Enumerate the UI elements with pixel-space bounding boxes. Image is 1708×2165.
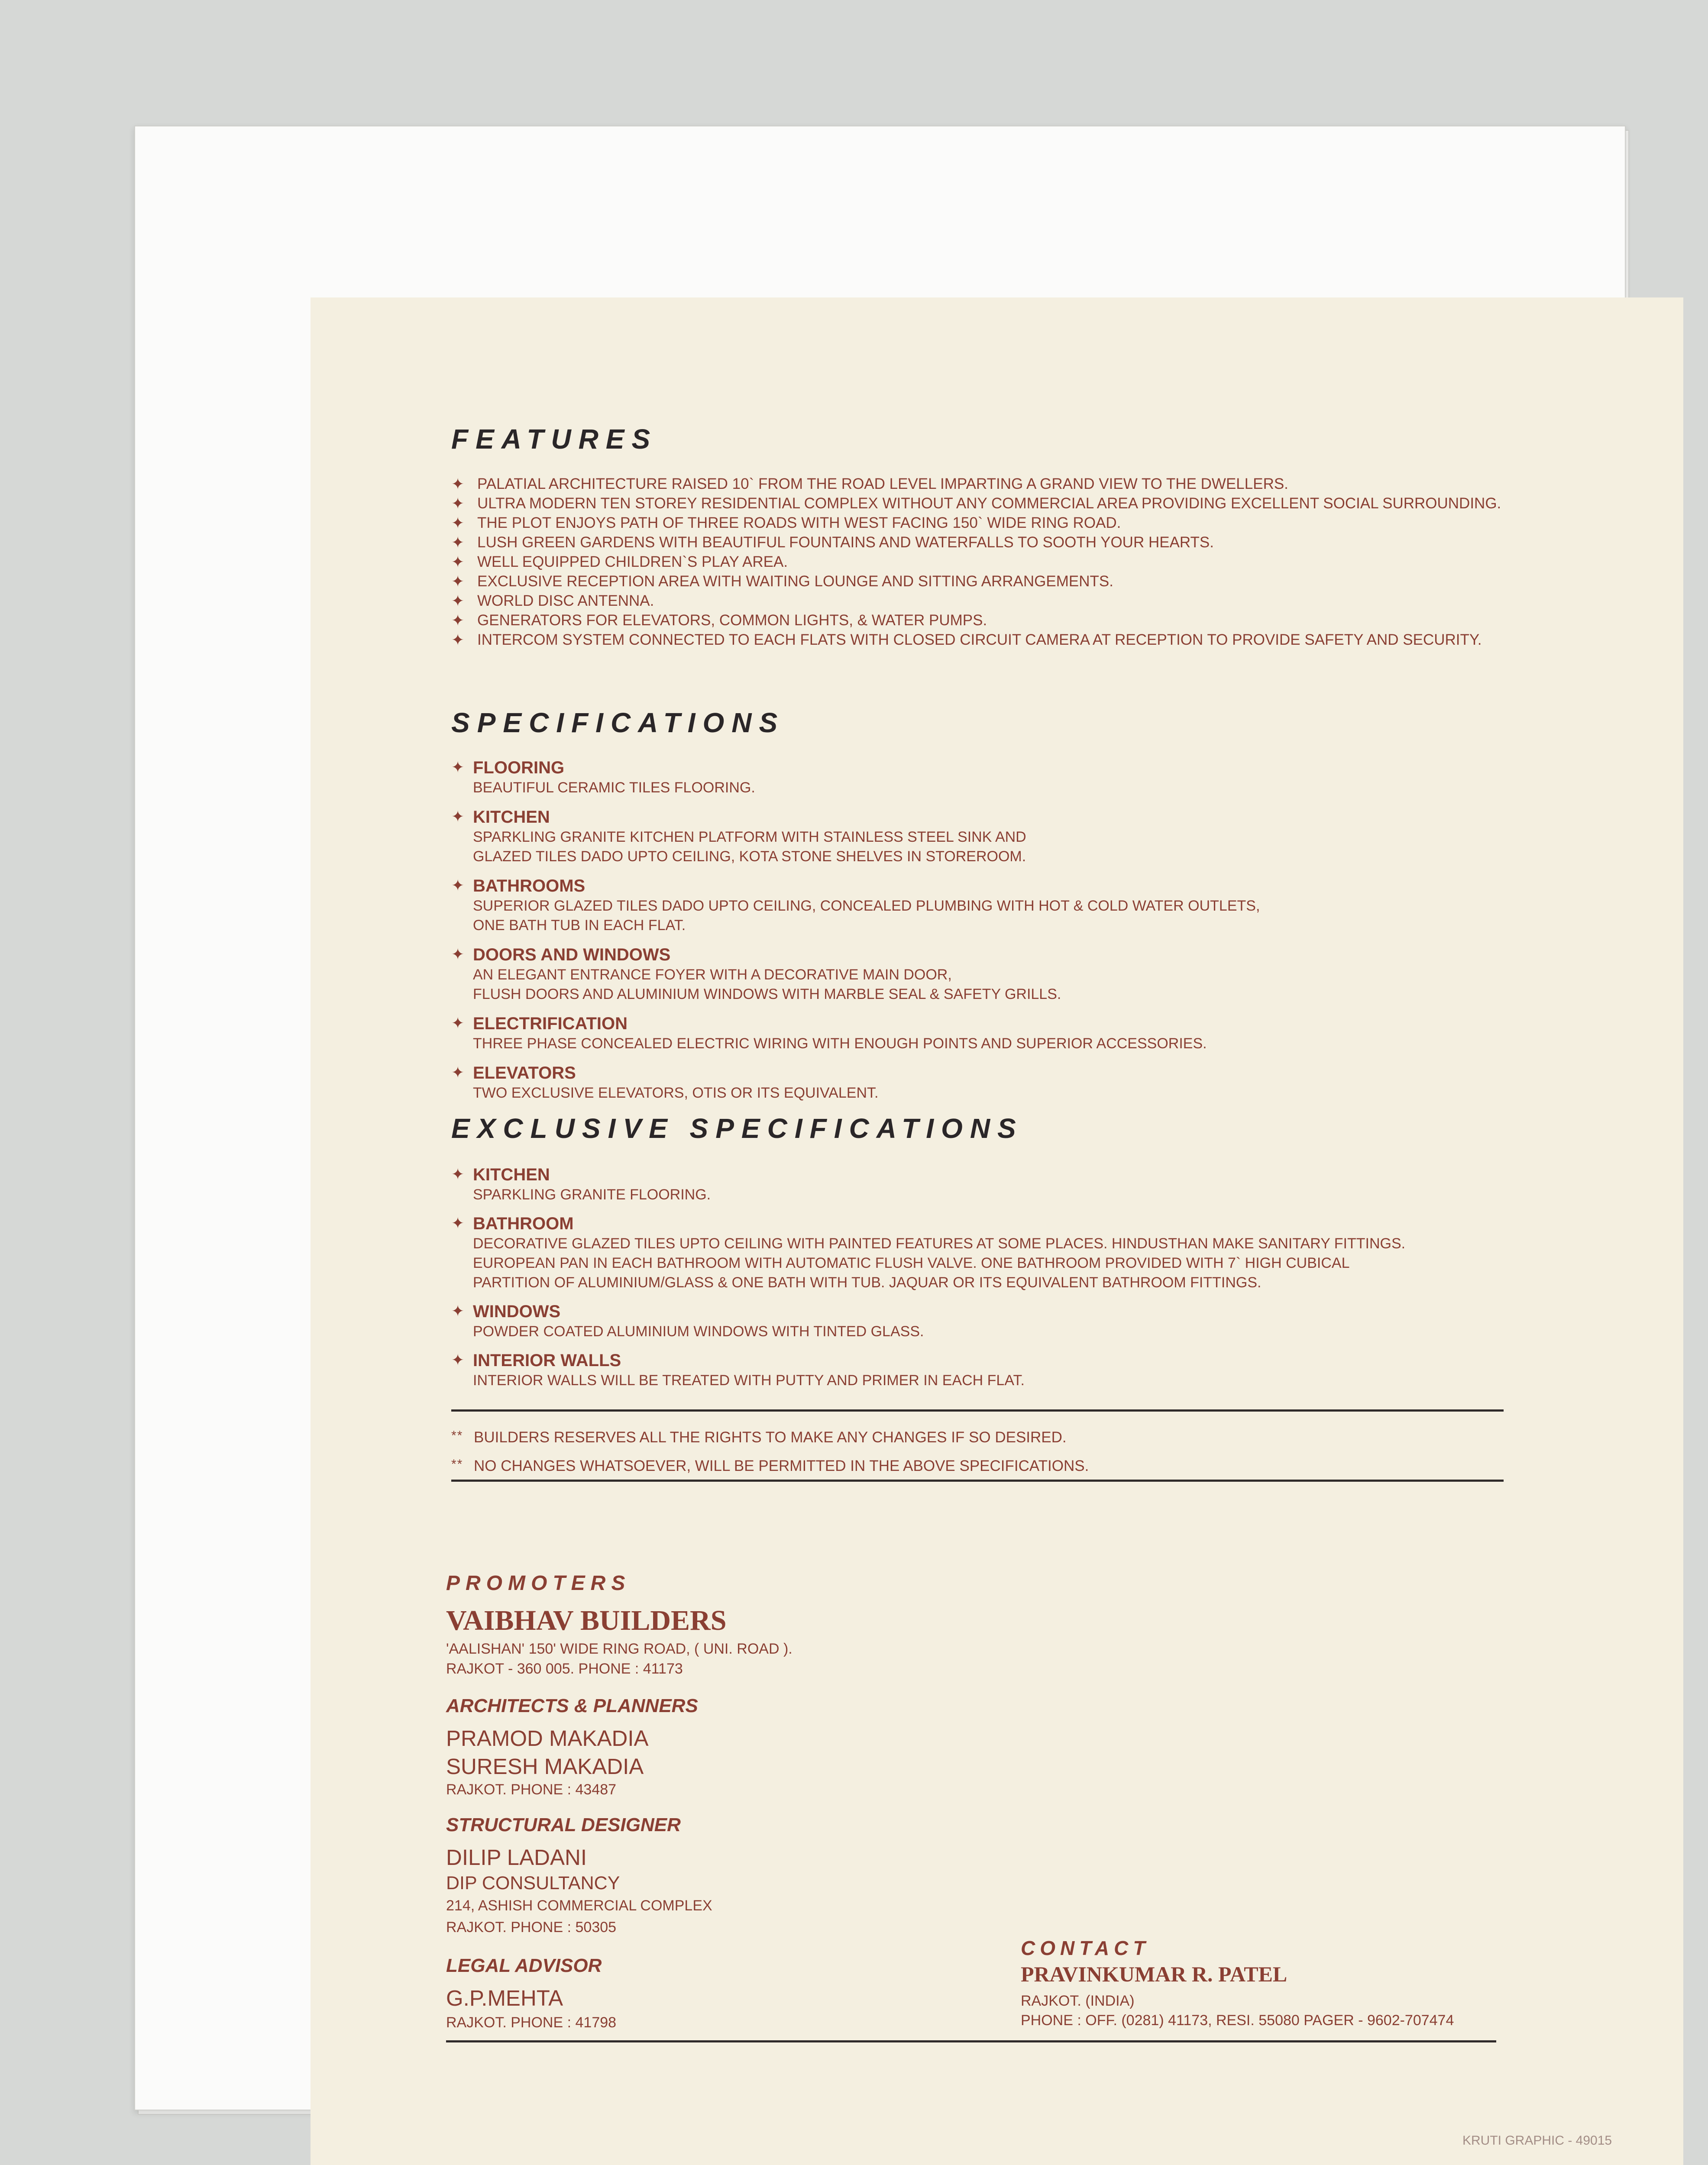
spec-title: KITCHEN — [473, 808, 550, 827]
contact-label: CONTACT — [1021, 1937, 1150, 1959]
contact-name: PRAVINKUMAR R. PATEL — [1021, 1962, 1287, 1986]
star-bullet-icon: ✦ — [451, 592, 465, 610]
legal-name: G.P.MEHTA — [446, 1986, 563, 2010]
feature-item — [451, 494, 1534, 513]
architect-name-2: SURESH MAKADIA — [446, 1754, 644, 1779]
spec-title: WINDOWS — [473, 1302, 561, 1321]
feature-text: PALATIAL ARCHITECTURE RAISED 10` FROM THE ROAD LEVEL IMPARTING A GRAND VIEW TO THE DWELLERS. — [477, 475, 1288, 492]
feature-text: WORLD DISC ANTENNA. — [477, 592, 654, 609]
notes-list — [451, 1428, 1447, 1485]
note-text: BUILDERS RESERVES ALL THE RIGHTS TO MAKE ANY CHANGES IF SO DESIRED. — [474, 1429, 1067, 1446]
specifications-heading: SPECIFICATIONS — [451, 707, 785, 738]
spec-description: AN ELEGANT ENTRANCE FOYER WITH A DECORATIVE MAIN DOOR, FLUSH DOORS AND ALUMINIUM WINDOWS WITH MARBLE SEAL & SAFETY GRILLS. — [473, 966, 1061, 1002]
feature-item — [451, 611, 1534, 630]
star-bullet-icon: ✦ — [451, 758, 465, 776]
exclusive-specifications-list — [451, 1164, 1664, 1399]
spec-item — [451, 876, 1664, 935]
feature-item — [451, 552, 1534, 572]
feature-text: EXCLUSIVE RECEPTION AREA WITH WAITING LOUNGE AND SITTING ARRANGEMENTS. — [477, 573, 1113, 590]
divider-footer — [446, 2040, 1496, 2042]
spec-description: DECORATIVE GLAZED TILES UPTO CEILING WITH PAINTED FEATURES AT SOME PLACES. HINDUSTHAN MAKE SANITARY FITTINGS. EUROPEAN PAN IN EACH BATHROOM WITH AUTOMATIC FLUSH VALVE. ONE BATHROOM PROVIDED WITH 7` HIGH CUBICAL PARTITION OF ALUMINIUM/GLASS & ONE BATH WITH TUB. JAQUAR OR ITS EQUIVALENT BATHROOM FITTINGS. — [473, 1235, 1406, 1291]
spec-description: SPARKLING GRANITE KITCHEN PLATFORM WITH STAINLESS STEEL SINK AND GLAZED TILES DADO UPTO CEILING, KOTA STONE SHELVES IN STOREROOM. — [473, 829, 1026, 865]
features-list — [451, 474, 1534, 650]
star-bullet-icon: ✦ — [451, 876, 465, 894]
page-content — [311, 297, 1683, 2165]
feature-text: INTERCOM SYSTEM CONNECTED TO EACH FLATS WITH CLOSED CIRCUIT CAMERA AT RECEPTION TO PROVIDE SAFETY AND SECURITY. — [477, 631, 1482, 648]
spec-title: FLOORING — [473, 758, 565, 777]
feature-text: GENERATORS FOR ELEVATORS, COMMON LIGHTS, & WATER PUMPS. — [477, 612, 987, 629]
feature-item — [451, 533, 1534, 552]
note-item — [451, 1428, 1447, 1447]
note-marker: ** — [451, 1457, 463, 1471]
legal-label: LEGAL ADVISOR — [446, 1955, 602, 1976]
promoters-phone: RAJKOT - 360 005. PHONE : 41173 — [446, 1661, 683, 1677]
star-bullet-icon: ✦ — [451, 1351, 465, 1369]
feature-text: THE PLOT ENJOYS PATH OF THREE ROADS WITH WEST FACING 150` WIDE RING ROAD. — [477, 514, 1121, 531]
spec-description: INTERIOR WALLS WILL BE TREATED WITH PUTTY AND PRIMER IN EACH FLAT. — [473, 1372, 1025, 1389]
star-bullet-icon: ✦ — [451, 1214, 465, 1232]
spec-item — [451, 944, 1664, 1004]
star-bullet-icon: ✦ — [451, 1165, 465, 1183]
spec-title: ELECTRIFICATION — [473, 1014, 628, 1033]
exclusive-specifications-heading: EXCLUSIVE SPECIFICATIONS — [451, 1113, 1023, 1144]
spec-description: THREE PHASE CONCEALED ELECTRIC WIRING WITH ENOUGH POINTS AND SUPERIOR ACCESSORIES. — [473, 1035, 1207, 1052]
structural-phone: RAJKOT. PHONE : 50305 — [446, 1919, 617, 1936]
structural-address: 214, ASHISH COMMERCIAL COMPLEX — [446, 1897, 712, 1914]
spec-item — [451, 757, 1664, 798]
spec-title: KITCHEN — [473, 1165, 550, 1184]
divider-top — [451, 1409, 1504, 1412]
promoters-label: PROMOTERS — [446, 1572, 631, 1595]
specifications-list — [451, 757, 1664, 1112]
note-item — [451, 1456, 1447, 1476]
cream-panel — [311, 297, 1683, 2165]
contact-phone: PHONE : OFF. (0281) 41173, RESI. 55080 PAGER - 9602-707474 — [1021, 2012, 1454, 2029]
legal-phone: RAJKOT. PHONE : 41798 — [446, 2014, 617, 2031]
star-bullet-icon: ✦ — [451, 494, 465, 512]
star-bullet-icon: ✦ — [451, 533, 465, 551]
star-bullet-icon: ✦ — [451, 572, 465, 590]
feature-text: LUSH GREEN GARDENS WITH BEAUTIFUL FOUNTAINS AND WATERFALLS TO SOOTH YOUR HEARTS. — [477, 534, 1214, 551]
spec-title: BATHROOMS — [473, 876, 586, 895]
spec-item — [451, 1063, 1664, 1103]
promoters-name: VAIBHAV BUILDERS — [446, 1605, 727, 1636]
note-text: NO CHANGES WHATSOEVER, WILL BE PERMITTED IN THE ABOVE SPECIFICATIONS. — [474, 1457, 1089, 1474]
spec-item — [451, 1164, 1664, 1205]
spec-title: INTERIOR WALLS — [473, 1351, 621, 1370]
divider-bottom — [451, 1480, 1504, 1482]
feature-item — [451, 474, 1534, 494]
spec-title: DOORS AND WINDOWS — [473, 945, 671, 964]
spec-item — [451, 1301, 1664, 1341]
promoters-address: 'AALISHAN' 150' WIDE RING ROAD, ( UNI. ROAD ). — [446, 1641, 793, 1657]
feature-text: ULTRA MODERN TEN STOREY RESIDENTIAL COMPLEX WITHOUT ANY COMMERCIAL AREA PROVIDING EXCELLENT SOCIAL SURROUNDING. — [477, 495, 1501, 512]
features-heading: FEATURES — [451, 423, 658, 455]
feature-text: WELL EQUIPPED CHILDREN`S PLAY AREA. — [477, 553, 788, 570]
spec-description: BEAUTIFUL CERAMIC TILES FLOORING. — [473, 779, 755, 796]
star-bullet-icon: ✦ — [451, 1014, 465, 1032]
feature-item — [451, 572, 1534, 591]
spec-item — [451, 1213, 1664, 1293]
star-bullet-icon: ✦ — [451, 553, 465, 571]
architects-label: ARCHITECTS & PLANNERS — [446, 1695, 698, 1716]
spec-item — [451, 807, 1664, 866]
feature-item — [451, 513, 1534, 533]
spec-title: BATHROOM — [473, 1214, 574, 1233]
feature-item — [451, 591, 1534, 611]
printer-credit: KRUTI GRAPHIC - 49015 — [1462, 2133, 1612, 2148]
star-bullet-icon: ✦ — [451, 631, 465, 649]
feature-item — [451, 630, 1534, 650]
spec-item — [451, 1350, 1664, 1390]
spec-description: SUPERIOR GLAZED TILES DADO UPTO CEILING, CONCEALED PLUMBING WITH HOT & COLD WATER OUTLETS, ONE BATH TUB IN EACH FLAT. — [473, 898, 1260, 934]
star-bullet-icon: ✦ — [451, 514, 465, 532]
spec-description: POWDER COATED ALUMINIUM WINDOWS WITH TINTED GLASS. — [473, 1323, 924, 1340]
star-bullet-icon: ✦ — [451, 611, 465, 629]
spec-item — [451, 1013, 1664, 1053]
spec-title: ELEVATORS — [473, 1063, 576, 1082]
structural-company: DIP CONSULTANCY — [446, 1873, 620, 1894]
brochure-page — [134, 126, 1626, 2148]
structural-name: DILIP LADANI — [446, 1845, 587, 1870]
star-bullet-icon: ✦ — [451, 1302, 465, 1320]
structural-label: STRUCTURAL DESIGNER — [446, 1814, 681, 1835]
spec-description: SPARKLING GRANITE FLOORING. — [473, 1186, 711, 1203]
spec-description: TWO EXCLUSIVE ELEVATORS, OTIS OR ITS EQUIVALENT. — [473, 1085, 879, 1101]
star-bullet-icon: ✦ — [451, 945, 465, 963]
architect-name-1: PRAMOD MAKADIA — [446, 1726, 649, 1751]
note-marker: ** — [451, 1428, 463, 1443]
star-bullet-icon: ✦ — [451, 475, 465, 493]
contact-city: RAJKOT. (INDIA) — [1021, 1993, 1135, 2009]
architects-phone: RAJKOT. PHONE : 43487 — [446, 1781, 617, 1798]
star-bullet-icon: ✦ — [451, 1063, 465, 1081]
star-bullet-icon: ✦ — [451, 808, 465, 825]
